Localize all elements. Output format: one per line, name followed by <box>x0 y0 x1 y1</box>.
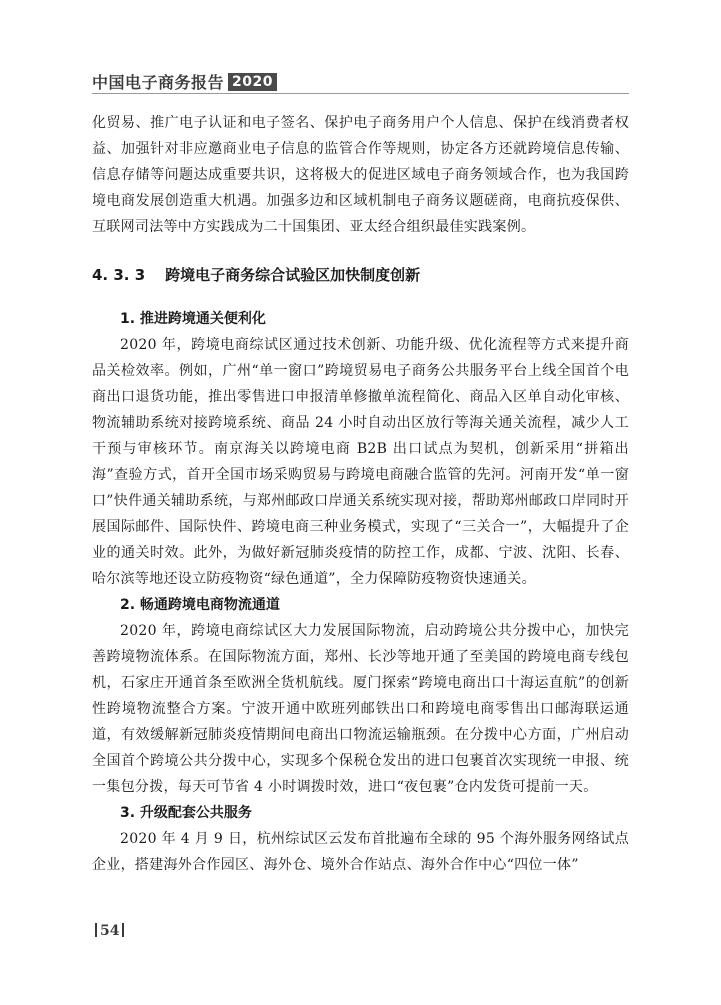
subsection-paragraph-2: 2020 年，跨境电商综试区大力发展国际物流，启动跨境公共分拨中心，加快完善跨境物流体系。在国际物流方面，郑州、长沙等地开通了至美国的跨境电商专线包机，石家庄开通首条至欧洲全货机航线。厦门探索“跨境电商出口十海运直航”的创新性跨境物流整合方案。宁波开通中欧班列邮铁出口和跨境电商零售出口邮海联运通道，有效缓解新冠肺炎疫情期间电商出口物流运输瓶颈。在分拨中心方面，广州启动全国首个跨境公共分拨中心，实现多个保税仓发出的进口包裹首次实现统一申报、统一集包分拨，每天可节省 4 小时调拨时效，进口“夜包裹”仓内发货可提前一天。 <box>92 623 629 795</box>
section-title: 跨境电子商务综合试验区加快制度创新 <box>165 266 421 284</box>
subsection-heading-3: 3. 升级配套公共服务 <box>120 805 252 821</box>
folio-bar-left <box>95 923 97 937</box>
section-number: 4. 3. 3 <box>92 266 146 284</box>
page-number <box>92 923 127 939</box>
report-title: 中国电子商务报告 <box>92 73 225 92</box>
subsection-heading-1: 1. 推进跨境通关便利化 <box>120 311 266 327</box>
page-body <box>92 110 629 878</box>
subsection-paragraph-3: 2020 年 4 月 9 日，杭州综试区云发布首批遍布全球的 95 个海外服务网络试点企业，搭建海外合作园区、海外仓、境外合作站点、海外合作中心“四位一体” <box>92 831 629 873</box>
page-number-text: 54 <box>100 923 120 939</box>
folio-bar-right <box>122 923 124 937</box>
header-divider <box>92 93 629 94</box>
intro-paragraph: 化贸易、推广电子认证和电子签名、保护电子商务用户个人信息、保护在线消费者权益、加强针对非应邀商业电子信息的监管合作等规则，协定各方还就跨境信息传输、信息存储等问题达成重要共识，这将极大的促进区域电子商务领域合作，也为我国跨境电商发展创造重大机遇。加强多边和区域机制电子商务议题磋商，电商抗疫保供、互联网司法等中方实践成为二十国集团、亚太经合组织最佳实践案例。 <box>92 115 629 235</box>
subsection-heading-2: 2. 畅通跨境电商物流通道 <box>120 597 280 613</box>
section-heading <box>92 262 629 288</box>
running-header <box>92 70 277 93</box>
subsection-paragraph-1: 2020 年，跨境电商综试区通过技术创新、功能升级、优化流程等方式来提升商品关检效率。例如，广州“单一窗口”跨境贸易电子商务公共服务平台上线全国首个电商出口退货功能，推出零售进口申报清单修撤单流程简化、商品入区单自动化审核、物流辅助系统对接跨境系统、商品 24 小时自动出区放行等海关通关流程，减少人工干预与审核环节。南京海关以跨境电商 B2B 出口试点为契机，创新采用“拼箱出海”查验方式，首开全国市场采购贸易与跨境电商融合监管的先河。河南开发“单一窗口”快件通关辅助系统，与郑州邮政口岸通关系统实现对接，帮助郑州邮政口岸同时开展国际邮件、国际快件、跨境电商三种业务模式，实现了“三关合一”，大幅提升了企业的通关时效。此外，为做好新冠肺炎疫情的防控工作，成都、宁波、沈阳、长春、哈尔滨等地还设立防疫物资“绿色通道”，全力保障防疫物资快速通关。 <box>92 337 629 587</box>
report-year-badge: 2020 <box>228 73 277 91</box>
